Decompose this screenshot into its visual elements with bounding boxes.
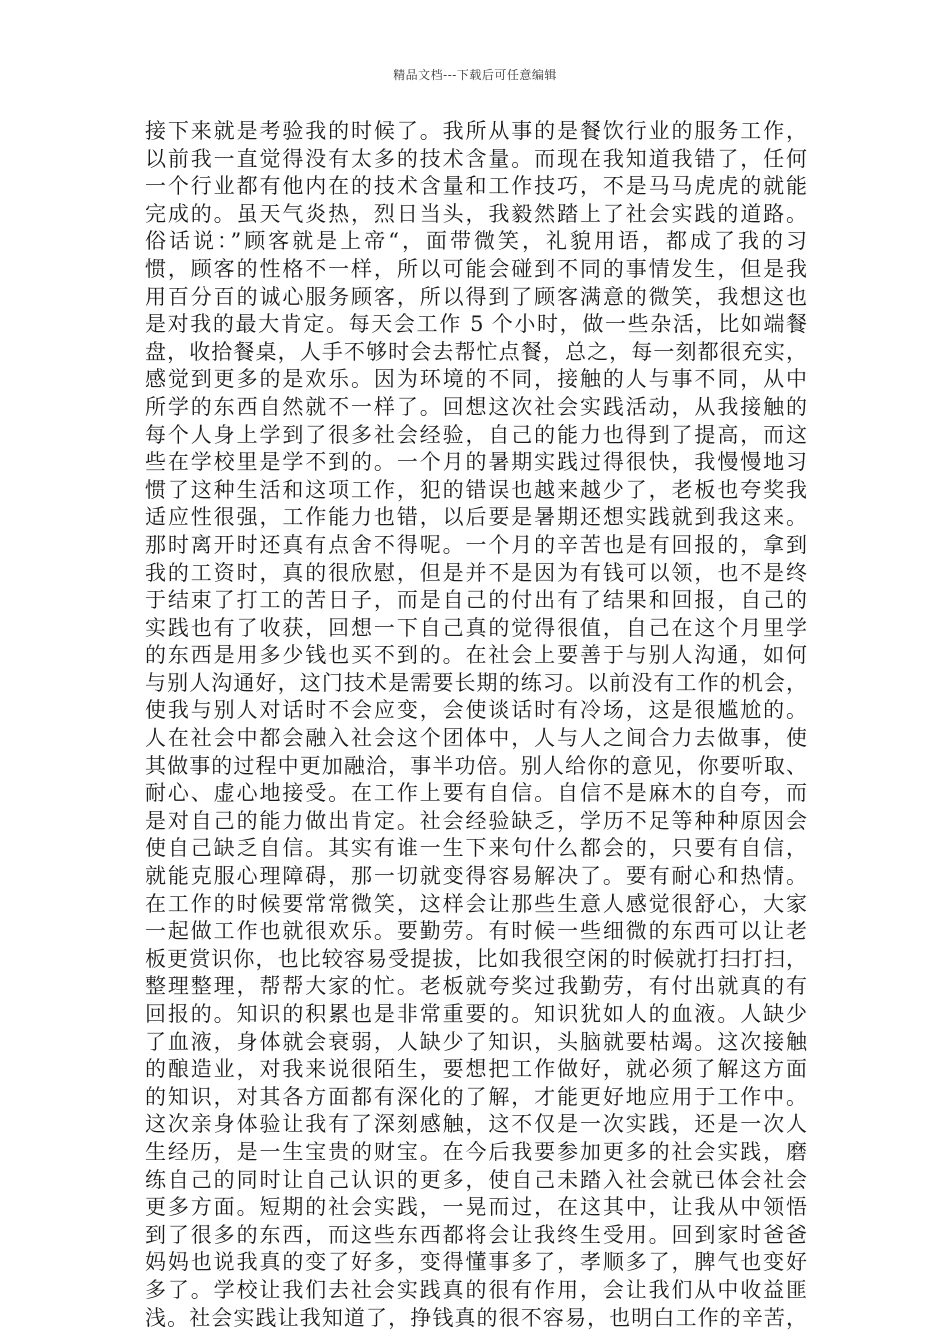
text-line: 就能克服心理障碍，那一切就变得容易解决了。要有耐心和热情。 xyxy=(145,864,807,889)
text-line: 使自己缺乏自信。其实有谁一生下来句什么都会的，只要有自信， xyxy=(145,836,807,861)
text-line: 使我与别人对话时不会应变，会使谈话时有冷场，这是很尴尬的。 xyxy=(145,698,807,723)
text-line: 盘，收拾餐桌，人手不够时会去帮忙点餐，总之，每一刻都很充实， xyxy=(145,339,807,364)
text-line: 妈妈也说我真的变了好多，变得懂事多了，孝顺多了，脾气也变好 xyxy=(145,1250,807,1275)
text-line: 耐心、虚心地接受。在工作上要有自信。自信不是麻木的自夸，而 xyxy=(145,781,807,806)
text-line: 完成的。虽天气炎热，烈日当头，我毅然踏上了社会实践的道路。 xyxy=(145,201,807,226)
text-line: 更多方面。短期的社会实践，一晃而过，在这其中，让我从中领悟 xyxy=(145,1195,807,1220)
text-line: 每个人身上学到了很多社会经验，自己的能力也得到了提高，而这 xyxy=(145,422,807,447)
text-line: 一起做工作也就很欢乐。要勤劳。有时候一些细微的东西可以让老 xyxy=(145,919,807,944)
text-line: 感觉到更多的是欢乐。因为环境的不同，接触的人与事不同，从中 xyxy=(145,367,807,392)
text-line: 以前我一直觉得没有太多的技术含量。而现在我知道我错了，任何 xyxy=(145,146,807,171)
text-line: 所学的东西自然就不一样了。回想这次社会实践活动，从我接触的 xyxy=(145,394,807,419)
text-line: 的东西是用多少钱也买不到的。在社会上要善于与别人沟通，如何 xyxy=(145,643,807,668)
text-line: 回报的。知识的积累也是非常重要的。知识犹如人的血液。人缺少 xyxy=(145,1002,807,1026)
text-line: 其做事的过程中更加融洽，事半功倍。别人给你的意见，你要听取、 xyxy=(145,753,807,778)
text-line: 适应性很强，工作能力也错，以后要是暑期还想实践就到我这来。 xyxy=(145,505,807,530)
text-line: 些在学校里是学不到的。一个月的暑期实践过得很快，我慢慢地习 xyxy=(145,450,807,475)
text-line: 浅。社会实践让我知道了，挣钱真的很不容易，也明白工作的辛苦， xyxy=(145,1305,807,1330)
text-line: 惯，顾客的性格不一样，所以可能会碰到不同的事情发生，但是我 xyxy=(145,256,807,281)
text-line: 的知识，对其各方面都有深化的了解，才能更好地应用于工作中。 xyxy=(145,1084,807,1109)
text-line: 这次亲身体验让我有了深刻感触，这不仅是一次实践，还是一次人 xyxy=(145,1112,807,1137)
text-line: 到了很多的东西，而这些东西都将会让我终生受用。回到家时爸爸 xyxy=(145,1222,807,1247)
text-line: 多了。学校让我们去社会实践真的很有作用，会让我们从中收益匪 xyxy=(145,1277,807,1302)
text-line: 我的工资时，真的很欣慰，但是并不是因为有钱可以领，也不是终 xyxy=(145,560,807,585)
text-line: 惯了这种生活和这项工作，犯的错误也越来越少了，老板也夸奖我 xyxy=(145,477,807,502)
text-line: 是对我的最大肯定。每天会工作 5 个小时，做一些杂活，比如端餐 xyxy=(145,312,807,337)
text-line: 俗话说：”顾客就是上帝“，面带微笑，礼貌用语，都成了我的习 xyxy=(145,229,807,254)
text-line: 练自己的同时让自己认识的更多，使自己未踏入社会就已体会社会 xyxy=(145,1167,807,1192)
text-line: 的酿造业，对我来说很陌生，要想把工作做好，就必须了解这方面 xyxy=(145,1057,807,1082)
text-line: 人在社会中都会融入社会这个团体中，人与人之间合力去做事，使 xyxy=(145,726,807,751)
text-line: 那时离开时还真有点舍不得呢。一个月的辛苦也是有回报的，拿到 xyxy=(145,532,807,557)
text-line: 是对自己的能力做出肯定。社会经验缺乏，学历不足等种种原因会 xyxy=(145,808,807,833)
text-line: 接下来就是考验我的时候了。我所从事的是餐饮行业的服务工作， xyxy=(145,119,807,143)
text-line: 与别人沟通好，这门技术是需要长期的练习。以前没有工作的机会， xyxy=(145,670,807,695)
text-line: 生经历，是一生宝贵的财宝。在今后我要参加更多的社会实践，磨 xyxy=(145,1139,807,1164)
body-text xyxy=(145,118,807,1332)
text-line: 实践也有了收获，回想一下自己真的觉得很值，自己在这个月里学 xyxy=(145,615,807,640)
text-line: 于结束了打工的苦日子，而是自己的付出有了结果和回报，自己的 xyxy=(145,588,807,613)
text-line: 整理整理，帮帮大家的忙。老板就夸奖过我勤劳，有付出就真的有 xyxy=(145,974,807,999)
text-line: 板更赏识你，也比较容易受提拔，比如我很空闲的时候就打扫打扫， xyxy=(145,946,807,971)
text-line: 一个行业都有他内在的技术含量和工作技巧，不是马马虎虎的就能 xyxy=(145,174,807,199)
text-line: 了血液，身体就会衰弱，人缺少了知识，头脑就要枯竭。这次接触 xyxy=(145,1029,807,1054)
text-line: 在工作的时候要常常微笑，这样会让那些生意人感觉很舒心，大家 xyxy=(145,891,807,916)
page-header: 精品文档---下载后可任意编辑 xyxy=(393,68,557,82)
text-line: 用百分百的诚心服务顾客，所以得到了顾客满意的微笑，我想这也 xyxy=(145,284,807,309)
